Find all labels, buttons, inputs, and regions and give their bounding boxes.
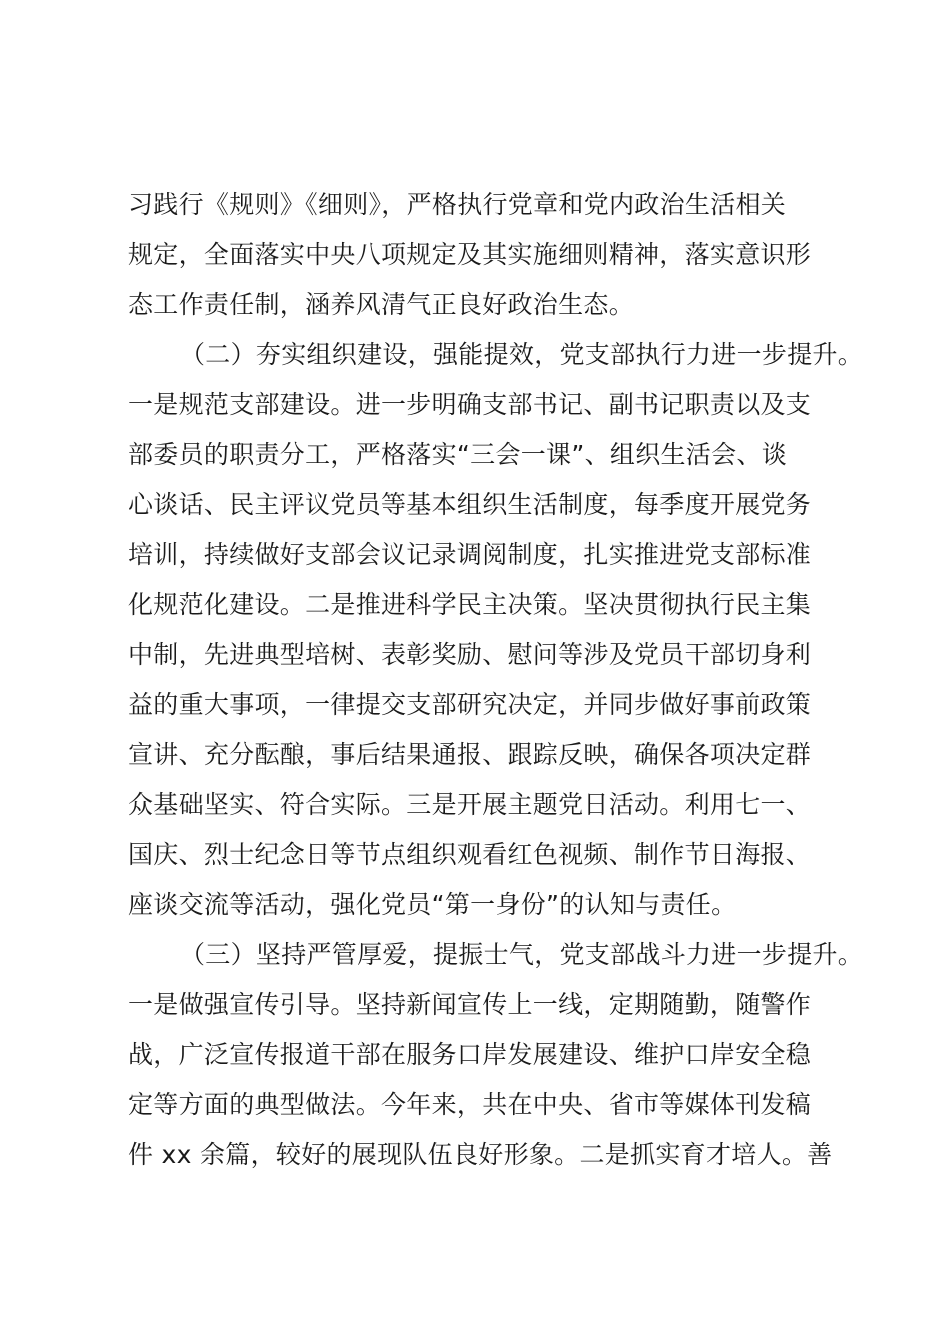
text-line: 国庆、烈士纪念日等节点组织观看红色视频、制作节日海报、 xyxy=(128,840,812,869)
text-line: 益的重大事项，一律提交支部研究决定，并同步做好事前政策 xyxy=(128,690,812,719)
text-line: 心谈话、民主评议党员等基本组织生活制度，每季度开展党务 xyxy=(128,490,812,519)
text-line: 一是做强宣传引导。坚持新闻宣传上一线，定期随勤，随警作 xyxy=(128,990,812,1019)
text-line: 习践行《规则》《细则》，严格执行党章和党内政治生活相关 xyxy=(128,190,787,219)
section-heading-3: （三）坚持严管厚爱，提振士气，党支部战斗力进一步提升。 xyxy=(180,940,864,969)
text-line: 态工作责任制，涵养风清气正良好政治生态。 xyxy=(128,290,635,319)
text-line: 定等方面的典型做法。今年来，共在中央、省市等媒体刊发稿 xyxy=(128,1090,812,1119)
text-line: 化规范化建设。二是推进科学民主决策。坚决贯彻执行民主集 xyxy=(128,590,812,619)
text-line: 战，广泛宣传报道干部在服务口岸发展建设、维护口岸安全稳 xyxy=(128,1040,812,1069)
text-line: 中制，先进典型培树、表彰奖励、慰问等涉及党员干部切身利 xyxy=(128,640,812,669)
text-line: 众基础坚实、符合实际。三是开展主题党日活动。利用七一、 xyxy=(128,790,812,819)
section-heading-2: （二）夯实组织建设，强能提效，党支部执行力进一步提升。 xyxy=(180,340,864,369)
text-line: 件 xx 余篇，较好的展现队伍良好形象。二是抓实育才培人。善 xyxy=(128,1140,833,1169)
text-line: 座谈交流等活动，强化党员“第一身份”的认知与责任。 xyxy=(128,890,737,919)
text-line: 部委员的职责分工，严格落实“三会一课”、组织生活会、谈 xyxy=(128,440,788,469)
text-line: 培训，持续做好支部会议记录调阅制度，扎实推进党支部标准 xyxy=(128,540,812,569)
text-line: 一是规范支部建设。进一步明确支部书记、副书记职责以及支 xyxy=(128,390,812,419)
body-text xyxy=(128,180,864,1180)
text-line: 宣讲、充分酝酿，事后结果通报、跟踪反映，确保各项决定群 xyxy=(128,740,812,769)
text-line: 规定，全面落实中央八项规定及其实施细则精神，落实意识形 xyxy=(128,240,812,269)
